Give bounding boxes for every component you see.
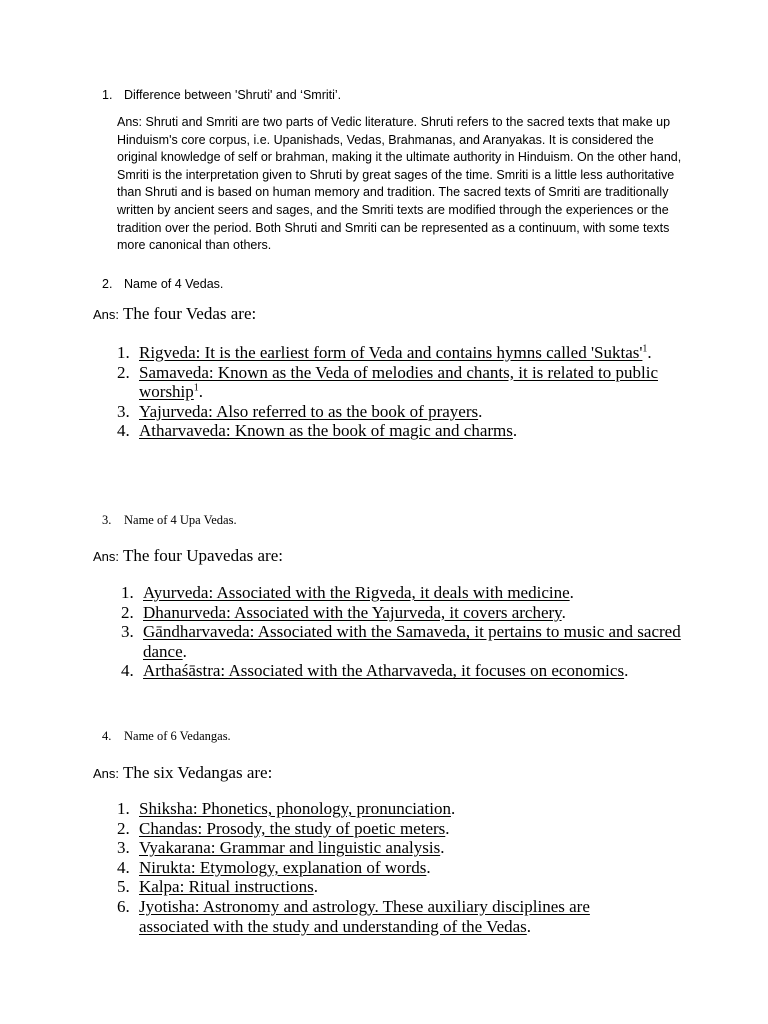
list-item-number: 1. — [117, 799, 130, 818]
ans-label: Ans: — [93, 766, 120, 781]
answer-3-intro — [93, 546, 283, 566]
question-number: 3. — [102, 513, 112, 527]
list-item-text: Shiksha: Phonetics, phonology, pronunciation — [139, 799, 451, 818]
ans-label: Ans: — [93, 307, 120, 322]
list-item-punctuation: . — [512, 421, 518, 441]
list-item-text: Kalpa: Ritual instructions — [139, 877, 314, 897]
list-item — [117, 819, 637, 839]
list-item-text: Nirukta: Etymology, explanation of words — [139, 857, 427, 877]
list-item-number: 3. — [117, 838, 130, 858]
list-item-text: Yajurveda: Also referred to as the book of prayers — [139, 401, 479, 421]
list-item — [117, 363, 662, 402]
list-item — [117, 799, 637, 819]
list-item-punctuation: . — [313, 877, 318, 897]
list-item-punctuation: . — [561, 602, 566, 622]
vedas-list — [117, 343, 662, 441]
list-item-number: 1. — [117, 343, 130, 362]
ans-intro: The six Vedangas are: — [122, 763, 273, 782]
list-item — [121, 583, 681, 603]
list-item-punctuation: . — [450, 799, 456, 818]
list-item — [117, 402, 662, 422]
list-item-text: Rigveda: It is the earliest form of Veda and contains hymns called 'Suktas' — [139, 343, 643, 362]
vedangas-list — [117, 799, 637, 936]
upavedas-list — [121, 583, 681, 681]
ans-intro: The four Upavedas are: — [122, 546, 283, 565]
list-item-text: Ayurveda: Associated with the Rigveda, it deals with medicine — [143, 583, 570, 602]
list-item — [117, 421, 662, 441]
list-item — [121, 622, 681, 661]
list-item-text: Atharvaveda: Known as the book of magic and charms — [139, 421, 513, 441]
question-2 — [102, 277, 223, 291]
list-item-punctuation: . — [478, 401, 483, 421]
question-3 — [102, 513, 237, 528]
list-item-number: 1. — [121, 583, 134, 602]
list-item-punctuation: . — [182, 641, 187, 661]
list-item-punctuation: . — [426, 857, 431, 877]
list-item-punctuation: . — [526, 916, 532, 936]
list-item-number: 3. — [117, 401, 130, 421]
question-1 — [102, 88, 341, 102]
question-number: 1. — [102, 88, 113, 102]
list-item-number: 3. — [121, 622, 134, 642]
list-item — [117, 897, 637, 936]
list-item — [117, 877, 637, 897]
question-4 — [102, 729, 231, 744]
list-item-number: 2. — [121, 602, 134, 622]
list-item — [117, 343, 662, 363]
list-item-punctuation: . — [445, 818, 450, 838]
list-item-punctuation: . — [569, 583, 574, 602]
list-item-text: Gāndharvaveda: Associated with the Samaveda, it pertains to music and sacred dance — [143, 622, 681, 661]
list-item — [121, 661, 681, 681]
list-item-text: Samaveda: Known as the Veda of melodies and chants, it is related to public worship — [139, 362, 658, 402]
list-item-punctuation: . — [647, 343, 652, 362]
footnote-ref: 1 — [642, 343, 648, 355]
list-item — [121, 603, 681, 623]
list-item-punctuation: . — [440, 838, 445, 858]
question-text: Name of 6 Vedangas. — [124, 729, 231, 743]
ans-intro: The four Vedas are: — [122, 304, 257, 323]
question-number: 2. — [102, 277, 113, 291]
answer-2-intro — [93, 304, 256, 324]
list-item-punctuation: . — [198, 382, 204, 402]
list-item — [117, 838, 637, 858]
list-item-number: 4. — [121, 661, 134, 681]
question-text: Name of 4 Vedas. — [124, 277, 224, 291]
list-item-number: 5. — [117, 877, 130, 897]
list-item-text: Arthaśāstra: Associated with the Atharvaveda, it focuses on economics — [143, 661, 625, 681]
list-item-number: 4. — [117, 421, 130, 441]
list-item-number: 6. — [117, 896, 130, 916]
list-item-text: Vyakarana: Grammar and linguistic analysis — [139, 838, 441, 858]
answer-1-paragraph: Ans: Shruti and Smriti are two parts of Vedic literature. Shruti refers to the sacred texts that make up Hinduism's core corpus, i.e. Upanishads, Vedas, Brahmanas, and Aranyakas. It is considered the original knowledge of self or brahman, making it the ultimate authority in Hinduism. On the other hand, Smriti is the interpretation given to Shruti by great sages of the time. Smriti is a little less authoritative than Shruti and is based on human memory and tradition. The sacred texts of Smriti are traditionally written by ancient seers and sages, and the Smriti texts are modified through the experiences or the tradition over the period. Both Shruti and Smriti can be represented as a continuum, with some texts more canonical than others. — [117, 115, 682, 253]
list-item-number: 4. — [117, 857, 130, 877]
answer-4-intro — [93, 763, 272, 783]
list-item-number: 2. — [117, 818, 130, 838]
list-item-number: 2. — [117, 362, 130, 382]
question-text: Name of 4 Upa Vedas. — [124, 513, 237, 527]
list-item-text: Chandas: Prosody, the study of poetic meters — [139, 818, 446, 838]
list-item-text: Jyotisha: Astronomy and astrology. These auxiliary disciplines are associated with the study and understanding of the Vedas — [139, 896, 590, 936]
list-item-punctuation: . — [624, 661, 629, 681]
question-text: Difference between 'Shruti' and ‘Smriti’. — [124, 88, 342, 102]
question-number: 4. — [102, 729, 112, 743]
list-item-text: Dhanurveda: Associated with the Yajurveda, it covers archery — [143, 602, 562, 622]
ans-label: Ans: — [93, 549, 120, 564]
footnote-ref: 1 — [193, 382, 199, 394]
list-item — [117, 858, 637, 878]
